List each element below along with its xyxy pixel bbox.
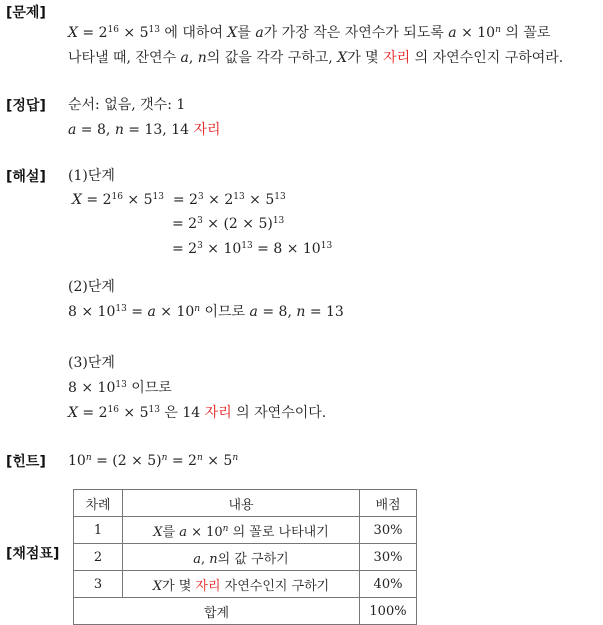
table-row <box>74 544 417 571</box>
step1-eq-2: = $2^3 \times (2 \times 5)^{13}$ <box>172 216 285 232</box>
table-row <box>74 517 417 544</box>
row-red-word: 자리 <box>195 578 221 594</box>
problem-label: [문제] <box>6 5 46 21</box>
hint-label: [힌트] <box>6 454 46 470</box>
row-score: 30% <box>360 517 417 544</box>
step1-eq-1: $X = 2^{16} \times 5^{13} = 2^3 \times 2^{13} \times 5^{13}$ <box>72 192 286 208</box>
hint-line: $10^n = (2 \times 5)^n = 2^n \times 5^n$ <box>68 453 239 469</box>
step2-line: $8 \times 10^{13} = a \times 10^n$ 이므로 a = 8, n = 13 <box>68 304 344 320</box>
header-content: 내용 <box>123 490 360 517</box>
explanation-label: [해설] <box>6 169 46 185</box>
header-score: 배점 <box>360 490 417 517</box>
row-score: 30% <box>360 544 417 571</box>
step2-title: (2)단계 <box>68 279 115 295</box>
table-row <box>74 571 417 598</box>
row-content: X가 몇 자리 자연수인지 구하기 <box>123 571 360 598</box>
grading-table <box>73 489 417 625</box>
step3-red-word: 자리 <box>204 405 232 421</box>
row-score: 40% <box>360 571 417 598</box>
grading-label: [채점표] <box>6 546 60 562</box>
row-num: 3 <box>74 571 123 598</box>
total-label: 합계 <box>74 598 360 625</box>
problem-line-2: 나타낼 때, 잔연수 a, n의 값을 각각 구하고, X가 몇 자리 의 자연수인지 구하여라. <box>68 50 564 66</box>
row-content: X를 $a \times 10^n$ 의 꼴로 나타내기 <box>123 517 360 544</box>
answer-red-word: 자리 <box>193 122 221 138</box>
grading-header-row <box>74 490 417 517</box>
step3-title: (3)단계 <box>68 355 115 371</box>
step3-line-1: $8 \times 10^{13}$ 이므로 <box>68 380 172 396</box>
grading-total-row <box>74 598 417 625</box>
header-order: 차례 <box>74 490 123 517</box>
problem-line-1: $X = 2^{16} \times 5^{13}$ 에 대하여 X를 a가 가장 작은 자연수가 되도록 $a \times 10^n$ 의 꼴로 <box>68 25 551 41</box>
row-content: a, n의 값 구하기 <box>123 544 360 571</box>
answer-line-2: a = 8, n = 13, 14 자리 <box>68 122 221 138</box>
answer-label: [정답] <box>6 98 46 114</box>
total-score: 100% <box>360 598 417 625</box>
row-num: 2 <box>74 544 123 571</box>
step3-line-2: $X = 2^{16} \times 5^{13}$ 은 14 자리 의 자연수이다. <box>68 405 327 421</box>
problem-red-word: 자리 <box>383 50 411 66</box>
step1-eq-3: = $2^3 \times 10^{13} = 8 \times 10^{13}$ <box>172 241 333 257</box>
step1-title: (1)단계 <box>68 168 115 184</box>
answer-line-1: 순서: 없음, 갯수: 1 <box>68 97 186 113</box>
row-num: 1 <box>74 517 123 544</box>
